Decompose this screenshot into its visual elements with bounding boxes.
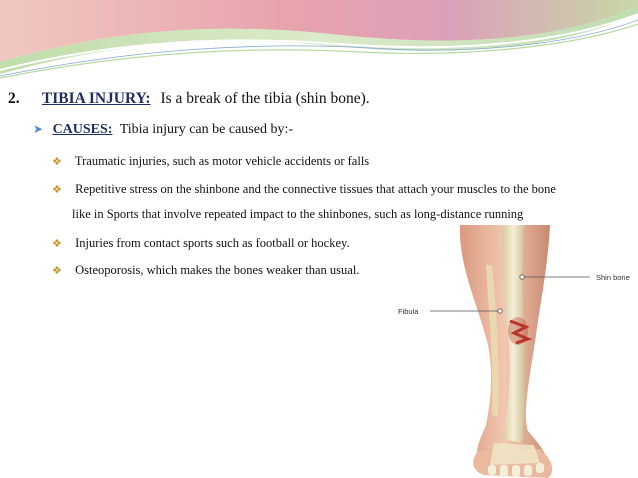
list-item xyxy=(52,236,350,251)
diamond-bullet-icon: ❖ xyxy=(52,265,62,277)
bullet-text: Repetitive stress on the shinbone and the connective tissues that attach your muscles to the bone xyxy=(75,182,556,196)
decorative-banner xyxy=(0,0,638,80)
diamond-bullet-icon: ❖ xyxy=(52,238,62,250)
bullet-text: Osteoporosis, which makes the bones weaker than usual. xyxy=(75,263,360,277)
causes-label: CAUSES: xyxy=(52,122,113,137)
shin-bone-label: Shin bone xyxy=(596,273,630,282)
heading-title: TIBIA INJURY: xyxy=(41,90,151,107)
bullet-text: Traumatic injuries, such as motor vehicle accidents or falls xyxy=(74,154,370,168)
list-item xyxy=(52,182,556,222)
heading-number: 2. xyxy=(8,90,20,107)
list-item xyxy=(52,154,369,169)
arrow-bullet-icon: ➤ xyxy=(33,122,44,136)
fibula-label: Fibula xyxy=(398,307,419,316)
diamond-bullet-icon: ❖ xyxy=(52,156,62,168)
heading xyxy=(8,90,370,108)
diamond-bullet-icon: ❖ xyxy=(52,184,62,196)
bullet-text: Injuries from contact sports such as football or hockey. xyxy=(75,236,350,250)
leg-illustration xyxy=(390,225,638,478)
heading-text: Is a break of the tibia (shin bone). xyxy=(160,90,370,107)
list-item xyxy=(52,263,359,278)
causes-line xyxy=(33,122,293,138)
foot-bones xyxy=(490,443,540,465)
bullet-text-continued: like in Sports that involve repeated impact to the shinbones, such as long-distance running xyxy=(72,207,524,221)
causes-text: Tibia injury can be caused by:- xyxy=(119,122,293,137)
